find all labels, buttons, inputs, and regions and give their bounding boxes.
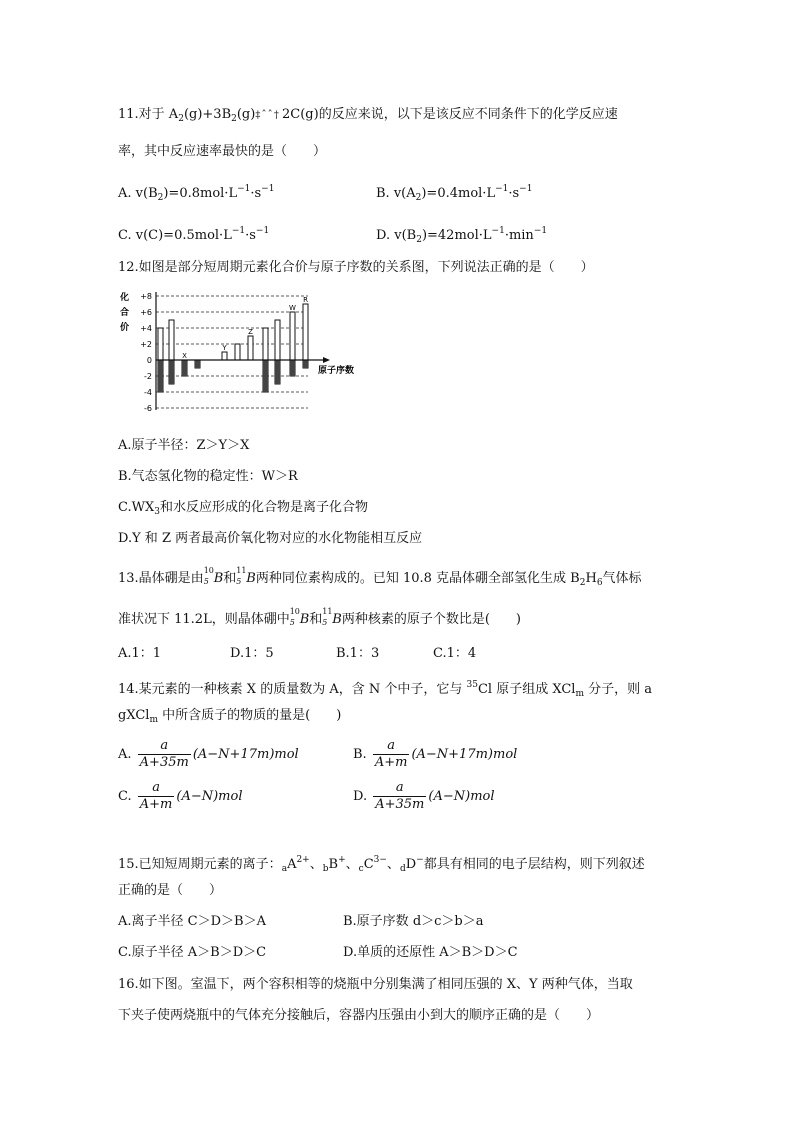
- sup: 35: [466, 680, 478, 690]
- q12-stem: 12.如图是部分短周期元素化合价与原子序数的关系图，下列说法正确的是（ ）: [118, 260, 594, 275]
- text: 和水反应形成的化合物是离子化合物: [159, 500, 368, 515]
- mass-number: 11: [236, 566, 247, 575]
- text: C. v(C)=0.5mol·L: [118, 228, 232, 243]
- element-symbol: B: [299, 612, 310, 627]
- numerator: a: [387, 738, 396, 753]
- valence-chart-svg: [118, 288, 368, 428]
- chart-ylabel-char-2: 合: [120, 308, 130, 318]
- valence-bar-negative: [182, 360, 187, 376]
- q13-stem-line2: [118, 607, 521, 629]
- text: Cl 原子组成 XCl: [477, 682, 576, 697]
- q11-reaction-tail: (g): [236, 107, 256, 122]
- q14-option-c: [118, 780, 243, 814]
- text: D.: [353, 789, 368, 804]
- valence-bar-negative: [303, 360, 308, 368]
- sub: 2: [416, 235, 422, 245]
- mass-number: 10: [203, 566, 214, 575]
- text: 和: [309, 612, 323, 627]
- q11-option-a: [118, 180, 274, 207]
- y-tick-label: -4: [144, 388, 152, 397]
- sup: −1: [237, 184, 251, 194]
- text: 15.已知短周期元素的离子：: [118, 857, 282, 872]
- text: A. v(B: [118, 186, 158, 201]
- fraction: [373, 738, 410, 771]
- fraction: [138, 780, 175, 813]
- text: 都具有相同的电子层结构，则下列叙述: [423, 857, 645, 872]
- q14-option-d: [353, 780, 495, 814]
- sup: −1: [533, 226, 548, 236]
- text: D. v(B: [376, 228, 417, 243]
- denominator: A+35m: [375, 797, 425, 812]
- valence-bar: [248, 336, 253, 360]
- chart-y-ticks: [140, 292, 152, 413]
- text: B.: [353, 747, 367, 762]
- numerator: a: [152, 780, 160, 795]
- text: C.WX: [118, 500, 155, 515]
- q13-option-a: A.1：1: [118, 646, 162, 661]
- mass-number: 11: [322, 607, 333, 616]
- sup: −1: [255, 226, 270, 236]
- sub: a: [281, 864, 288, 874]
- q15-option-d: D.单质的还原性 A＞B＞D＞C: [343, 945, 518, 960]
- q15-stem-line1: [118, 851, 645, 878]
- q16-stem-line1: 16.如下图。室温下，两个容积相等的烧瓶中分别集满了相同压强的 X、Y 两种气体，当取: [118, 977, 633, 992]
- sup: −1: [261, 184, 275, 194]
- q12-option-a: A.原子半径：Z＞Y＞X: [118, 438, 250, 453]
- q12-option-b: B.气态氢化物的稳定性：W＞R: [118, 469, 298, 484]
- q15-option-c: C.原子半径 A＞B＞D＞C: [118, 945, 267, 960]
- denominator: A+m: [374, 755, 408, 770]
- chart-grid: [156, 296, 308, 408]
- ion: B: [328, 857, 339, 872]
- sub: 2: [415, 193, 422, 203]
- valence-bar-negative: [290, 360, 295, 376]
- text: )=0.8mol·L: [163, 186, 238, 201]
- text: 两种核素的原子个数比是( ): [341, 612, 522, 627]
- charge: 3−: [373, 855, 387, 865]
- y-tick-label: +4: [140, 324, 152, 333]
- q12-option-d: D.Y 和 Z 两者最高价氧化物对应的水化物能相互反应: [118, 531, 423, 546]
- q14-option-a: [118, 738, 299, 772]
- y-tick-label: +6: [140, 308, 152, 317]
- q15-option-a: A.离子半径 C＞D＞B＞A: [118, 914, 266, 929]
- q11-reaction-mid: (g)+3B: [183, 107, 232, 122]
- expression: (A−N)mol: [176, 789, 243, 804]
- text: 两种同位素构成的。已知 10.8 克晶体硼全部氢化生成 B: [255, 571, 580, 586]
- nuclide-b10: [290, 607, 300, 629]
- atomic-number: 5: [322, 618, 328, 627]
- q14-option-b: [353, 738, 517, 772]
- bar-label: X: [182, 352, 187, 360]
- q11-option-c: [118, 222, 269, 245]
- q11-option-d: [376, 222, 547, 249]
- q11-prefix: 11.对于 A: [118, 107, 179, 122]
- q16-stem-line2: 下夹子使两烧瓶中的气体充分接触后，容器内压强由小到大的顺序正确的是（ ）: [118, 1008, 600, 1023]
- bar-label: R: [303, 296, 308, 304]
- sep: 、: [386, 857, 400, 872]
- valence-bar-negative: [169, 360, 174, 384]
- sub: 3: [154, 507, 160, 517]
- atomic-number: 5: [203, 577, 209, 586]
- ion: A: [287, 857, 297, 872]
- valence-bar: [222, 352, 227, 360]
- sub: b: [322, 864, 329, 874]
- valence-bar-negative: [158, 360, 163, 392]
- q13-option-c: C.1：4: [433, 646, 477, 661]
- ion: C: [363, 857, 374, 872]
- valence-bar: [303, 304, 308, 368]
- sub: m: [149, 715, 158, 725]
- x-axis-arrow: [323, 357, 330, 363]
- mass-number: 10: [289, 607, 300, 616]
- text: 14.某元素的一种核素 X 的质量数为 A，含 N 个中子，它与: [118, 682, 467, 697]
- y-tick-label: -6: [144, 404, 152, 413]
- element-symbol: B: [332, 612, 342, 627]
- valence-bar-negative: [195, 360, 200, 368]
- text: A.: [118, 747, 132, 762]
- valence-bar-negative: [275, 360, 280, 384]
- text: gXCl: [118, 708, 150, 723]
- text: H: [585, 571, 597, 586]
- q14-stem-line1: [118, 676, 652, 703]
- bar-label: Z: [248, 328, 253, 336]
- y-tick-label: +2: [140, 340, 152, 349]
- text: 气体标: [602, 571, 642, 586]
- sub: 2: [178, 114, 184, 124]
- nuclide-b11: [236, 566, 246, 588]
- text: ·s: [245, 228, 256, 243]
- fraction: [138, 738, 191, 771]
- text: 13.晶体硼是由: [118, 571, 204, 586]
- sub: m: [575, 689, 585, 699]
- q13-option-d: D.1：5: [230, 646, 274, 661]
- q11-product: 2C(g): [277, 107, 319, 122]
- valence-bar: [235, 344, 240, 360]
- element-symbol: B: [213, 571, 224, 586]
- charge: 2+: [296, 855, 310, 865]
- sup: −1: [495, 184, 509, 194]
- sub: c: [358, 864, 364, 874]
- q11-stem-line2: 率，其中反应速率最快的是（ ）: [118, 144, 327, 159]
- q11-option-b: [376, 180, 532, 207]
- q11-stem-line1: [118, 106, 618, 128]
- q15-option-b: B.原子序数 d＞c＞b＞a: [343, 914, 484, 929]
- chart-ylabel-char-1: 化: [120, 293, 130, 303]
- text: 和: [223, 571, 237, 586]
- sub: 2: [231, 114, 237, 124]
- bar-label: Y: [222, 344, 227, 352]
- text: 中所含质子的物质的量是( ): [158, 708, 342, 723]
- sep: 、: [309, 857, 323, 872]
- text: )=0.4mol·L: [421, 186, 496, 201]
- text: )=42mol·L: [421, 228, 492, 243]
- y-tick-label: -2: [144, 372, 152, 381]
- sub: 2: [579, 578, 586, 588]
- q14-stem-line2: [118, 707, 341, 729]
- bar-label: W: [289, 304, 296, 312]
- charge: −: [416, 855, 424, 865]
- expression: (A−N)mol: [428, 789, 495, 804]
- ion: D: [405, 857, 417, 872]
- valence-bar-negative: [263, 360, 268, 392]
- sub: 6: [596, 578, 603, 588]
- sup: −1: [491, 226, 505, 236]
- text: ·min: [504, 228, 534, 243]
- element-symbol: B: [246, 571, 256, 586]
- chart-ylabel-char-3: 价: [120, 323, 130, 333]
- charge: +: [338, 855, 346, 865]
- valence-chart: [118, 288, 368, 428]
- sup: −1: [231, 226, 246, 236]
- nuclide-b10: [204, 566, 214, 588]
- atomic-number: 5: [236, 577, 242, 586]
- sep: 、: [345, 857, 359, 872]
- q12-option-c: [118, 499, 368, 521]
- sup: −1: [519, 184, 533, 194]
- chart-xlabel: 原子序数: [318, 366, 355, 376]
- fraction: [373, 780, 426, 813]
- q11-suffix: 的反应来说，以下是该反应不同条件下的化学反应速: [318, 107, 618, 122]
- equilibrium-arrow: ‡ ˆ ˆ †: [255, 110, 278, 121]
- q13-stem-line1: [118, 566, 642, 592]
- expression: (A−N+17m)mol: [192, 747, 299, 762]
- text: 分子，则 a: [584, 682, 653, 697]
- q15-stem-line2: 正确的是（ ）: [118, 883, 223, 898]
- nuclide-b11: [322, 607, 332, 629]
- denominator: A+m: [139, 797, 173, 812]
- text: ·s: [250, 186, 262, 201]
- numerator: a: [395, 780, 404, 795]
- y-tick-label: 0: [146, 356, 152, 365]
- denominator: A+35m: [139, 755, 189, 770]
- expression: (A−N+17m)mol: [411, 747, 518, 762]
- text: 准状况下 11.2L，则晶体硼中: [118, 612, 290, 627]
- y-tick-label: +8: [140, 292, 152, 301]
- q13-option-b: B.1：3: [336, 646, 380, 661]
- numerator: a: [160, 738, 169, 753]
- text: ·s: [508, 186, 520, 201]
- text: C.: [118, 789, 132, 804]
- text: B. v(A: [376, 186, 416, 201]
- sub: d: [399, 864, 406, 874]
- atomic-number: 5: [289, 618, 295, 627]
- sub: 2: [157, 193, 164, 203]
